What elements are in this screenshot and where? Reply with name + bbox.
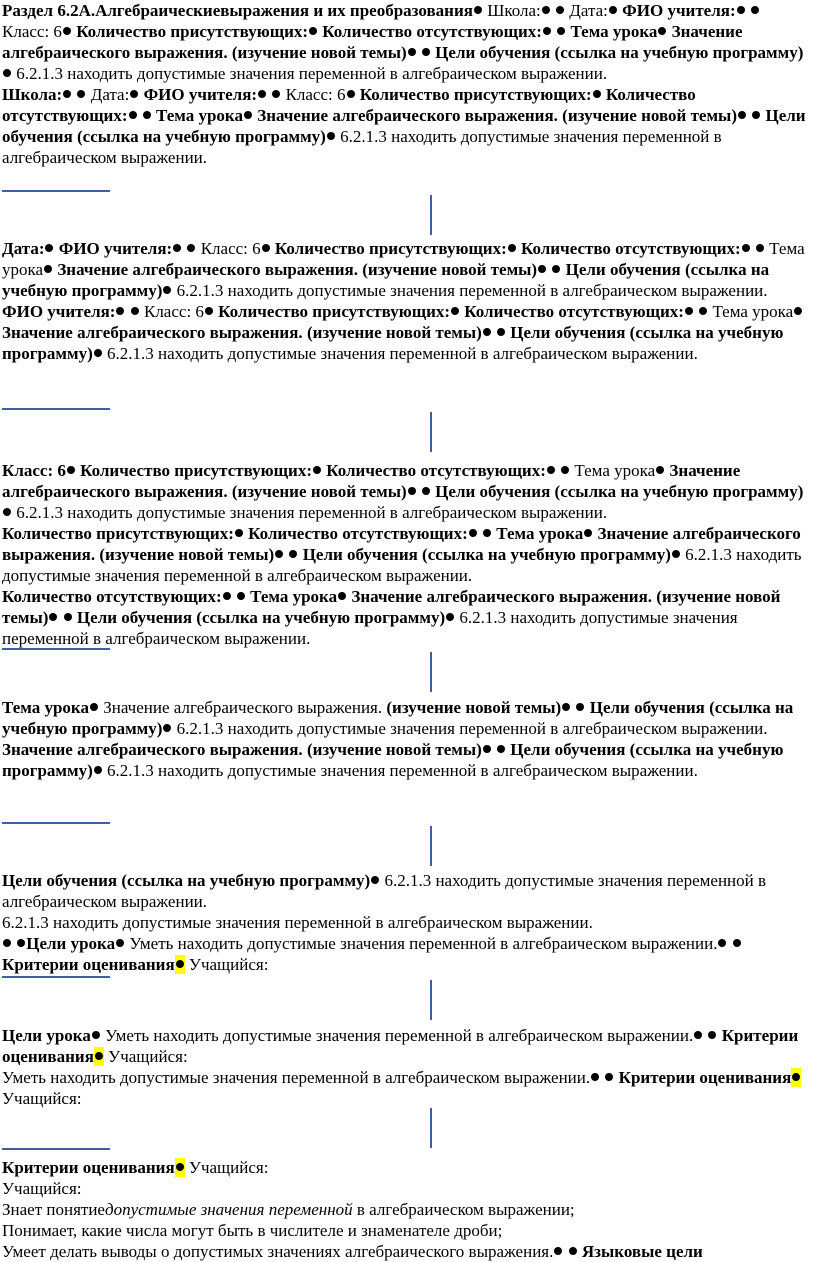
section-block: Цели обучения (ссылка на учебную программу) 6.2.1.3 находить допустимые значения переменной в алгебраическом выражении. 6.2.1.3 находить допустимые значения переменной в алгебраическом выражении. Цели урока Уметь находить допустимые значения переменной в алгебраическом выражении. Критерии оценивания Учащийся: [2,871,767,974]
bullet-icon [609,6,617,14]
bullet-icon [116,307,124,315]
bullet-icon [556,6,564,14]
divider [430,826,432,866]
bullet-icon [237,592,245,600]
bullet-icon [737,6,745,14]
bullet-icon [371,876,379,884]
bullet-icon [547,466,555,474]
bullet-icon [205,307,213,315]
bullet-icon [593,90,601,98]
bullet-icon [708,1031,716,1039]
bullet-icon [756,244,764,252]
bullet-icon [752,111,760,119]
bullet-icon [235,529,243,537]
bullet-icon [408,487,416,495]
bullet-icon [44,265,52,273]
bullet-icon [658,27,666,35]
bullet-icon [584,529,592,537]
bullet-icon [422,48,430,56]
bullet-icon [90,703,98,711]
bullet-icon [446,613,454,621]
bullet-icon [63,27,71,35]
bullet-icon [130,90,138,98]
divider [2,822,110,824]
bullet-icon [408,48,416,56]
bullet-icon [542,6,550,14]
bullet-icon [497,745,505,753]
bullet-icon [49,613,57,621]
bullet-icon [605,1073,613,1081]
bullet-icon [557,27,565,35]
bullet-icon [561,466,569,474]
bullet-icon [338,592,346,600]
bullet-icon [275,550,283,558]
bullet-icon [733,939,741,947]
divider [430,412,432,452]
bullet-icon [116,939,124,947]
divider [430,195,432,235]
bullet-icon [129,111,137,119]
bullet-icon [95,1052,103,1060]
bullet-icon [543,27,551,35]
bullet-icon [67,466,75,474]
divider [430,652,432,692]
divider [2,190,110,192]
bullet-icon [569,1247,577,1255]
bullet-icon [792,1073,800,1081]
title: Раздел 6.2А.Алгебраическиевыражения и их преобразования [2,1,473,20]
bullet-icon [3,939,11,947]
bullet-icon [94,349,102,357]
bullet-icon [483,745,491,753]
bullet-icon [45,244,53,252]
bullet-icon [3,508,11,516]
divider [2,1148,110,1150]
bullet-icon [163,724,171,732]
bullet-icon [554,1247,562,1255]
bullet-icon [223,592,231,600]
section-block: Класс: 6 Количество присутствующих: Количество отсутствующих: Тема урока Значение алгебраического выражения. (изучение новой темы) Цели обучения (ссылка на учебную программу) 6.2.1.3 находить допустимые значения переменной в алгебраическом выражении. Количество присутствующих: Количество отсутствующих: Тема урока Значение алгебраического выражения. (изучение новой темы) Цели обучения (ссылка на учебную программу) 6.2.1.3 находить допустимые значения переменной в алгебраическом выражении. Количество отсутствующих: Тема урока Значение алгебраического выражения. (изучение новой темы) Цели обучения (ссылка на учебную программу) 6.2.1.3 находить допустимые значения переменной в алгебраическом выражении. [2,461,804,648]
bullet-icon [143,111,151,119]
bullet-icon [64,613,72,621]
bullet-icon [656,466,664,474]
bullet-icon [131,307,139,315]
bullet-icon [173,244,181,252]
bullet-icon [272,90,280,98]
bullet-icon [483,328,491,336]
bullet-icon [422,487,430,495]
bullet-icon [685,307,693,315]
bullet-icon [451,307,459,315]
divider [2,648,110,650]
bullet-icon [538,265,546,273]
bullet-icon [289,550,297,558]
bullet-icon [258,90,266,98]
bullet-icon [552,265,560,273]
bullet-icon [3,69,11,77]
bullet-icon [694,1031,702,1039]
bullet-icon [347,90,355,98]
bullet-icon [309,27,317,35]
bullet-icon [562,703,570,711]
bullet-icon [469,529,477,537]
bullet-icon [718,939,726,947]
divider [2,408,110,410]
bullet-icon [699,307,707,315]
bullet-icon [163,286,171,294]
bullet-icon [187,244,195,252]
bullet-icon [483,529,491,537]
divider [430,1108,432,1148]
bullet-icon [742,244,750,252]
section-block: Критерии оценивания Учащийся: Учащийся: Знает понятиедопустимые значения переменной в алгебраическом выражении; Понимает, какие числа могут быть в числителе и знаменателе дроби; Умеет делать выводы о допустимых значениях алгебраического выражения. Языковые цели [2,1158,703,1261]
bullet-icon [508,244,516,252]
bullet-icon [176,960,184,968]
bullet-icon [672,550,680,558]
bullet-icon [17,939,25,947]
bullet-icon [92,1031,100,1039]
bullet-icon [327,132,335,140]
bullet-icon [738,111,746,119]
bullet-icon [794,307,802,315]
bullet-icon [576,703,584,711]
section-block: Тема урока Значение алгебраического выражения. (изучение новой темы) Цели обучения (ссылка на учебную программу) 6.2.1.3 находить допустимые значения переменной в алгебраическом выражении. Значение алгебраического выражения. (изучение новой темы) Цели обучения (ссылка на учебную программу) 6.2.1.3 находить допустимые значения переменной в алгебраическом выражении. [2,698,794,780]
bullet-icon [497,328,505,336]
bullet-icon [751,6,759,14]
divider [430,980,432,1020]
bullet-icon [474,6,482,14]
bullet-icon [63,90,71,98]
bullet-icon [77,90,85,98]
section-block: Цели урока Уметь находить допустимые значения переменной в алгебраическом выражении. Критерии оценивания Учащийся: Уметь находить допустимые значения переменной в алгебраическом выражении. Критерии оценивания Учащийся: [2,1025,808,1109]
bullet-icon [244,111,252,119]
bullet-icon [176,1163,184,1171]
bullet-icon [591,1073,599,1081]
bullet-icon [94,766,102,774]
bullet-icon [313,466,321,474]
divider [2,976,110,978]
section-block: Раздел 6.2А.Алгебраическиевыражения и их преобразования Школа: Дата: ФИО учителя: Класс: 6 Количество присутствующих: Количество отсутствующих: Тема урока Значение алгебраического выражения. (изучение новой темы) Цели обучения (ссылка на учебную программу) 6.2.1.3 находить допустимые значения переменной в алгебраическом выражении. Школа: Дата: ФИО учителя: Класс: 6 Количество присутствующих: Количество отсутствующих: Тема урока Значение алгебраического выражения. (изучение новой темы) Цели обучения (ссылка на учебную программу) 6.2.1.3 находить допустимые значения переменной в алгебраическом выражении. [2,1,806,167]
section-block: Дата: ФИО учителя: Класс: 6 Количество присутствующих: Количество отсутствующих: Тема урока Значение алгебраического выражения. (изучение новой темы) Цели обучения (ссылка на учебную программу) 6.2.1.3 находить допустимые значения переменной в алгебраическом выражении. ФИО учителя: Класс: 6 Количество присутствующих: Количество отсутствующих: Тема урока Значение алгебраического выражения. (изучение новой темы) Цели обучения (ссылка на учебную программу) 6.2.1.3 находить допустимые значения переменной в алгебраическом выражении. [2,239,805,363]
bullet-icon [262,244,270,252]
